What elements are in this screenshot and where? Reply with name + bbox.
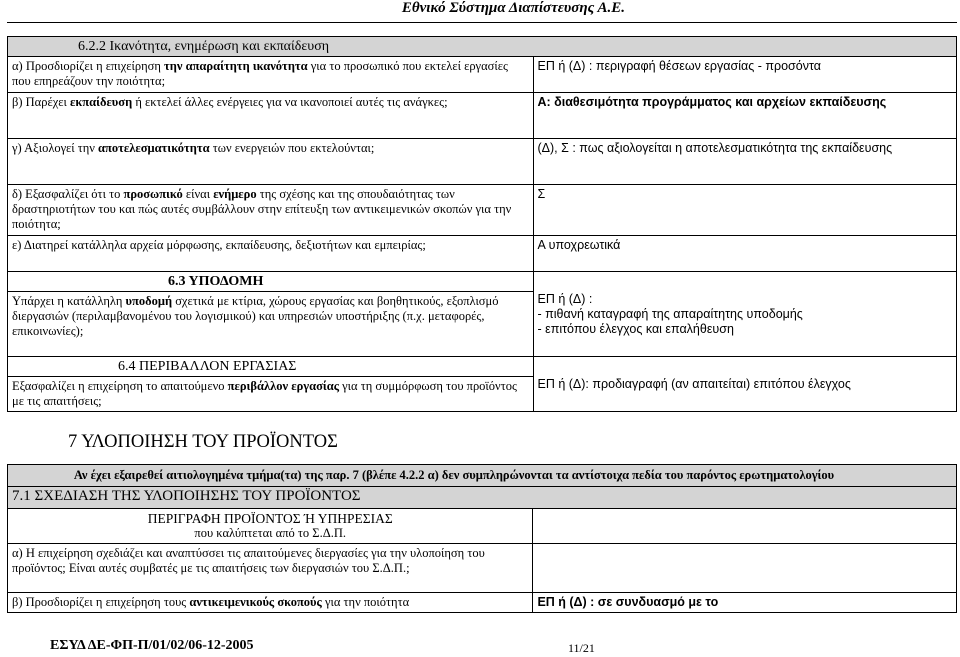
answer-7-1-a	[533, 544, 957, 593]
question-b: β) Παρέχει εκπαίδευση ή εκτελεί άλλες ενέργειες για να ικανοποιεί αυτές τις ανάγκες;	[8, 93, 534, 139]
questionnaire-table-7	[7, 464, 957, 613]
section-title-7-1: 7.1 ΣΧΕΔΙΑΣΗ ΤΗΣ ΥΛΟΠΟΙΗΣΗΣ ΤΟΥ ΠΡΟΪΟΝΤΟΣ	[8, 487, 957, 509]
page-number: 11/21	[568, 641, 595, 655]
document-header-title: Εθνικό Σύστημα Διαπίστευσης Α.Ε.	[401, 0, 625, 16]
answer-6-4: ΕΠ ή (Δ): προδιαγραφή (αν απαιτείται) επιτόπου έλεγχος	[533, 357, 957, 412]
question-e: ε) Διατηρεί κατάλληλα αρχεία μόρφωσης, εκπαίδευσης, δεξιοτήτων και εμπειρίας;	[8, 236, 534, 272]
question-row-c	[8, 139, 957, 185]
section-row-6-3	[8, 272, 957, 292]
question-row-a	[8, 57, 957, 93]
question-row-7-1-b	[8, 593, 957, 613]
exclusion-note-row	[8, 465, 957, 487]
answer-6-3: ΕΠ ή (Δ) : - πιθανή καταγραφή της απαραίτητης υποδομής - επιτόπου έλεγχος και επαλήθευση	[533, 272, 957, 357]
questionnaire-table-6	[7, 36, 957, 412]
question-row-7-1-a	[8, 544, 957, 593]
question-a: α) Προσδιορίζει η επιχείρηση την απαραίτητη ικανότητα για το προσωπικό που εκτελεί εργασίες που επηρεάζουν την ποιότητα;	[8, 57, 534, 93]
question-6-4: Εξασφαλίζει η επιχείρηση το απαιτούμενο περιβάλλον εργασίας για τη συμμόρφωση του προϊόντος με τις απαιτήσεις;	[8, 377, 534, 412]
section-row-6-4	[8, 357, 957, 377]
product-description-row	[8, 509, 957, 544]
section-title: 6.2.2 Ικανότητα, ενημέρωση και εκπαίδευση	[8, 37, 957, 57]
question-row-e	[8, 236, 957, 272]
answer-c: (Δ), Σ : πως αξιολογείται η αποτελεσματικότητα της εκπαίδευσης	[533, 139, 957, 185]
header-rule	[7, 22, 957, 23]
section-title-6-4: 6.4 ΠΕΡΙΒΑΛΛΟΝ ΕΡΓΑΣΙΑΣ	[8, 357, 534, 377]
exclusion-note: Αν έχει εξαιρεθεί αιτιολογημένα τμήμα(τα) της παρ. 7 (βλέπε 4.2.2 α) δεν συμπληρώνονται τα αντίστοιχα πεδία του παρόντος ερωτηματολογίου	[8, 465, 957, 487]
question-row-b	[8, 93, 957, 139]
chapter-7-title: 7 ΥΛΟΠΟΙΗΣΗ ΤΟΥ ΠΡΟΪΟΝΤΟΣ	[68, 432, 338, 452]
question-c: γ) Αξιολογεί την αποτελεσματικότητα των ενεργειών που εκτελούνται;	[8, 139, 534, 185]
question-d: δ) Εξασφαλίζει ότι το προσωπικό είναι ενήμερο της σχέσης και της σπουδαιότητας των δραστηριοτήτων του και πώς αυτές συμβάλλουν στην επίτευξη των αντικειμενικών σκοπών για την ποιότητα;	[8, 185, 534, 236]
document-code: ΕΣΥΔ ΔΕ-ΦΠ-Π/01/02/06-12-2005	[50, 638, 254, 653]
question-7-1-b: β) Προσδιορίζει η επιχείρηση τους αντικειμενικούς σκοπούς για την ποιότητα	[8, 593, 533, 613]
product-description-value	[533, 509, 957, 544]
answer-d: Σ	[533, 185, 957, 236]
section-row-6-2-2	[8, 37, 957, 57]
answer-a: ΕΠ ή (Δ) : περιγραφή θέσεων εργασίας - προσόντα	[533, 57, 957, 93]
product-description-label: ΠΕΡΙΓΡΑΦΗ ΠΡΟΪΟΝΤΟΣ Ή ΥΠΗΡΕΣΙΑΣ που καλύπτεται από το Σ.Δ.Π.	[8, 509, 533, 544]
answer-e: Α υποχρεωτικά	[533, 236, 957, 272]
question-6-3: Υπάρχει η κατάλληλη υποδομή σχετικά με κτίρια, χώρους εργασίας και βοηθητικούς, εξοπλισμό διεργασιών (περιλαμβανομένου του λογισμικού) και υπηρεσιών υποστήριξης (π.χ. μεταφορές, επικοινωνίες);	[8, 292, 534, 357]
answer-b: Α: διαθεσιμότητα προγράμματος και αρχείων εκπαίδευσης	[533, 93, 957, 139]
question-7-1-a: α) Η επιχείρηση σχεδιάζει και αναπτύσσει τις απαιτούμενες διεργασίες για την υλοποίηση του προϊόντος; Είναι αυτές συμβατές με τις απαιτήσεις των διεργασιών του Σ.Δ.Π.;	[8, 544, 533, 593]
section-title-6-3: 6.3 ΥΠΟΔΟΜΗ	[8, 272, 534, 292]
question-row-d	[8, 185, 957, 236]
answer-7-1-b: ΕΠ ή (Δ) : σε συνδυασμό με το	[533, 593, 957, 613]
section-row-7-1	[8, 487, 957, 509]
